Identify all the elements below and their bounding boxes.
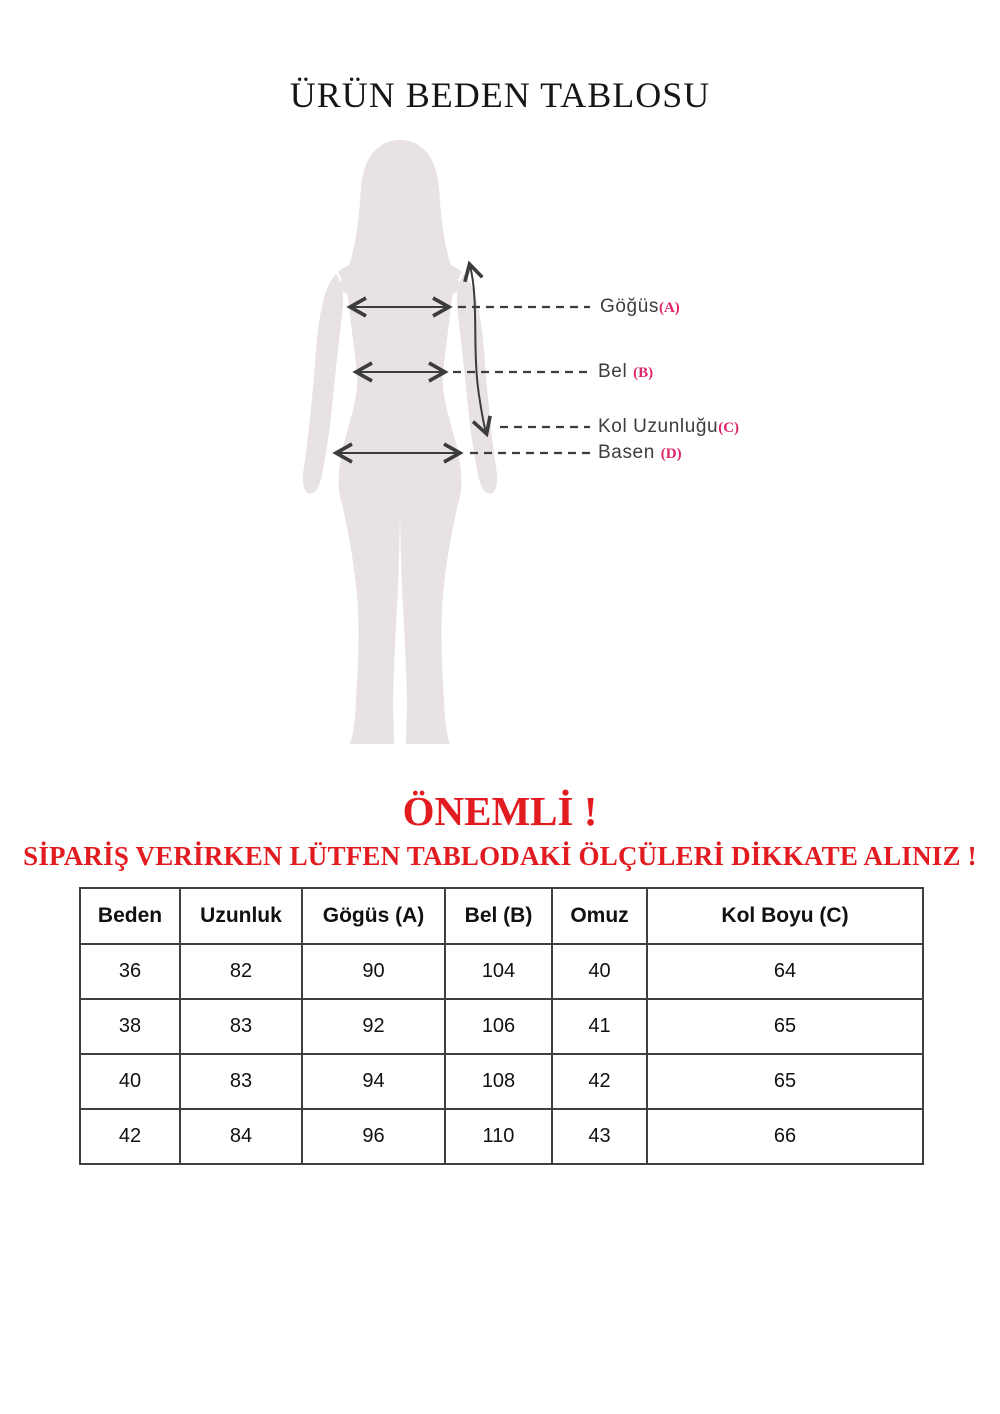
label-chest-text: Göğüs (600, 296, 659, 317)
size-table-cell: 40 (80, 1054, 180, 1109)
silhouette-left-arm (303, 274, 343, 494)
size-table-cell: 90 (302, 944, 445, 999)
size-table-row (80, 944, 923, 999)
order-warning-text: SİPARİŞ VERİRKEN LÜTFEN TABLODAKİ ÖLÇÜLERİ DİKKATE ALINIZ ! (23, 841, 977, 871)
size-table-cell: 64 (647, 944, 923, 999)
label-hip-text: Basen (598, 442, 661, 463)
size-table-row (80, 1109, 923, 1164)
label-arm-length-text: Kol Uzunluğu (598, 416, 719, 437)
size-table-row (80, 1054, 923, 1109)
size-table-cell: 65 (647, 1054, 923, 1109)
important-heading: ÖNEMLİ ! (402, 788, 598, 834)
size-table-body (80, 944, 923, 1164)
label-chest (600, 296, 680, 318)
label-arm-length-letter: (C) (718, 420, 740, 436)
label-waist-text: Bel (598, 361, 634, 382)
size-table-column-header: Beden (80, 888, 180, 944)
size-table-cell: 41 (552, 999, 647, 1054)
label-hip-letter: (D) (660, 446, 682, 462)
size-table-column-header: Omuz (552, 888, 647, 944)
size-table-cell: 106 (445, 999, 552, 1054)
size-table-cell: 42 (552, 1054, 647, 1109)
size-table (79, 887, 924, 1165)
size-table-cell: 94 (302, 1054, 445, 1109)
size-table-cell: 110 (445, 1109, 552, 1164)
size-table-cell: 84 (180, 1109, 302, 1164)
size-table-cell: 66 (647, 1109, 923, 1164)
size-table-column-header: Uzunluk (180, 888, 302, 944)
size-table-cell: 65 (647, 999, 923, 1054)
label-arm-length (598, 416, 739, 438)
label-waist (598, 361, 653, 383)
size-table-cell: 104 (445, 944, 552, 999)
size-table-cell: 42 (80, 1109, 180, 1164)
page-title: ÜRÜN BEDEN TABLOSU (289, 75, 711, 115)
label-waist-letter: (B) (633, 365, 654, 381)
size-table-cell: 43 (552, 1109, 647, 1164)
size-table-column-header: Bel (B) (445, 888, 552, 944)
label-hip (598, 442, 682, 464)
size-table-cell: 108 (445, 1054, 552, 1109)
size-table-cell: 83 (180, 1054, 302, 1109)
size-table-cell: 38 (80, 999, 180, 1054)
size-table-cell: 83 (180, 999, 302, 1054)
size-table-column-header: Gögüs (A) (302, 888, 445, 944)
size-table-cell: 82 (180, 944, 302, 999)
size-table-header-row (80, 888, 923, 944)
silhouette-torso-legs (338, 226, 462, 744)
size-table-column-header: Kol Boyu (C) (647, 888, 923, 944)
size-table-row (80, 999, 923, 1054)
size-table-cell: 40 (552, 944, 647, 999)
size-table-cell: 96 (302, 1109, 445, 1164)
size-table-cell: 36 (80, 944, 180, 999)
size-table-cell: 92 (302, 999, 445, 1054)
label-chest-letter: (A) (658, 300, 680, 316)
